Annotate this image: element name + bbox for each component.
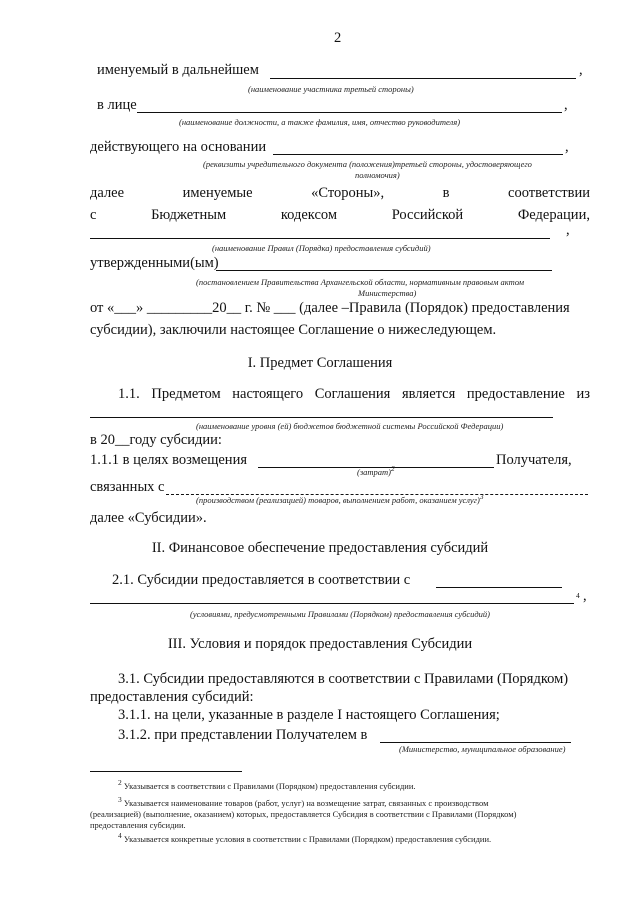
p312-field-line[interactable] (380, 742, 571, 743)
parties-line-2 (90, 207, 590, 224)
basis-end: , (565, 139, 569, 155)
word: с (90, 207, 97, 223)
footnote-text: Указывается конкретные условия в соответствии с Правилами (Порядком) предоставления субсидии. (123, 834, 492, 844)
footnote-mark: 2 (118, 778, 122, 788)
word: настоящего (232, 386, 304, 402)
word: Российской (391, 207, 464, 223)
word: в (442, 185, 450, 201)
word: является (401, 386, 456, 402)
parties-line-1 (90, 185, 590, 202)
basis-caption-1: (реквизиты учредительного документа (положения)третьей стороны, удостоверяющего (203, 159, 532, 169)
p312-caption: (Министерство, муниципальное образование) (399, 744, 566, 754)
p21-field-line-2[interactable] (90, 603, 574, 604)
rules-end: , (566, 222, 570, 238)
p111-caption: (затрат)2 (357, 464, 395, 477)
named-field-line[interactable] (270, 78, 576, 79)
linked-label: связанных с (90, 479, 165, 495)
p312-label: 3.1.2. при представлении Получателем в (118, 727, 368, 743)
word: кодексом (280, 207, 338, 223)
word: из (576, 386, 590, 402)
person-end: , (564, 97, 568, 113)
p311-line: 3.1.1. на цели, указанные в разделе I настоящего Соглашения; (118, 707, 500, 723)
footnote-4 (118, 831, 492, 844)
word: Соглашения (314, 386, 391, 402)
p31-line-2: предоставления субсидий: (90, 689, 254, 705)
p21-sup: 4 (576, 591, 580, 600)
page-number: 2 (334, 30, 342, 46)
section-1-heading: I. Предмет Соглашения (247, 355, 393, 371)
approved-label: утвержденными(ым) (90, 255, 219, 271)
person-caption: (наименование должности, а также фамилия, имя, отчество руководителя) (179, 117, 461, 127)
approved-caption-2: Министерства) (358, 288, 417, 298)
subsidies-label: далее «Субсидии». (90, 510, 207, 526)
p11-line (118, 386, 590, 403)
p31-line-1: 3.1. Субсидии предоставляются в соответствии с Правилами (Порядком) (118, 671, 569, 687)
word: Предметом (151, 386, 221, 402)
p21-field-line-1[interactable] (436, 587, 562, 588)
budget-caption: (наименование уровня (ей) бюджетов бюджетной системы Российской Федерации) (196, 421, 504, 431)
approved-caption-1: (постановлением Правительства Архангельской области, нормативным правовым актом (196, 277, 525, 287)
footnote-3-line-1 (118, 795, 489, 808)
person-field-line[interactable] (137, 112, 562, 113)
named-end: , (579, 62, 583, 78)
footnote-separator (90, 771, 242, 772)
linked-caption: (производством (реализацией) товаров, выполнением работ, оказанием услуг)3 (196, 492, 484, 505)
section-3-heading: III. Условия и порядок предоставления Субсидии (167, 636, 473, 652)
p111-end: Получателя, (496, 452, 572, 468)
rules-field-line[interactable] (90, 238, 550, 239)
word: соответствии (508, 185, 590, 201)
footnote-mark: 3 (118, 795, 122, 805)
p111-label: 1.1.1 в целях возмещения (90, 452, 247, 468)
named-caption: (наименование участника третьей стороны) (248, 84, 414, 94)
section-2-heading: II. Финансовое обеспечение предоставления субсидий (151, 540, 489, 556)
date-line: от «___» _________20__ г. № ___ (далее –Правила (Порядок) предоставления (90, 300, 570, 316)
footnote-3-line-2: (реализацией) (выполнение, оказанием) которых, предоставляется Субсидия в соответствии с Правилами (Порядком) (90, 809, 517, 819)
basis-caption-2: полномочия) (355, 170, 400, 180)
word: Федерации, (517, 207, 590, 223)
word: далее (90, 185, 125, 201)
footnote-3-line-3: предоставления субсидии. (90, 820, 186, 830)
word: предоставление (466, 386, 565, 402)
p21-text: 2.1. Субсидии предоставляется в соответствии с (112, 572, 411, 588)
word: 1.1. (118, 386, 140, 402)
footnote-text: Указывается наименование товаров (работ, услуг) на возмещение затрат, связанных с производством (123, 798, 489, 808)
named-label: именуемый в дальнейшем (97, 62, 259, 78)
footnote-text: Указывается в соответствии с Правилами (Порядком) предоставления субсидии. (123, 781, 416, 791)
footnote-mark: 4 (118, 831, 122, 841)
year-line: в 20__году субсидии: (90, 432, 222, 448)
p21-end: , (583, 588, 587, 604)
word: «Стороны», (311, 185, 385, 201)
word: Бюджетным (151, 207, 227, 223)
footnote-2 (118, 778, 416, 791)
concluded-line: субсидии), заключили настоящее Соглашение о нижеследующем. (90, 322, 497, 338)
word: именуемые (182, 185, 253, 201)
budget-field-line[interactable] (90, 417, 553, 418)
rules-caption: (наименование Правил (Порядка) предоставления субсидий) (212, 243, 431, 253)
basis-field-line[interactable] (273, 154, 563, 155)
approved-field-line[interactable] (216, 270, 552, 271)
person-label: в лице (97, 97, 137, 113)
basis-label: действующего на основании (90, 139, 267, 155)
p21-caption: (условиями, предусмотренными Правилами (Порядком) предоставления субсидий) (190, 609, 490, 619)
